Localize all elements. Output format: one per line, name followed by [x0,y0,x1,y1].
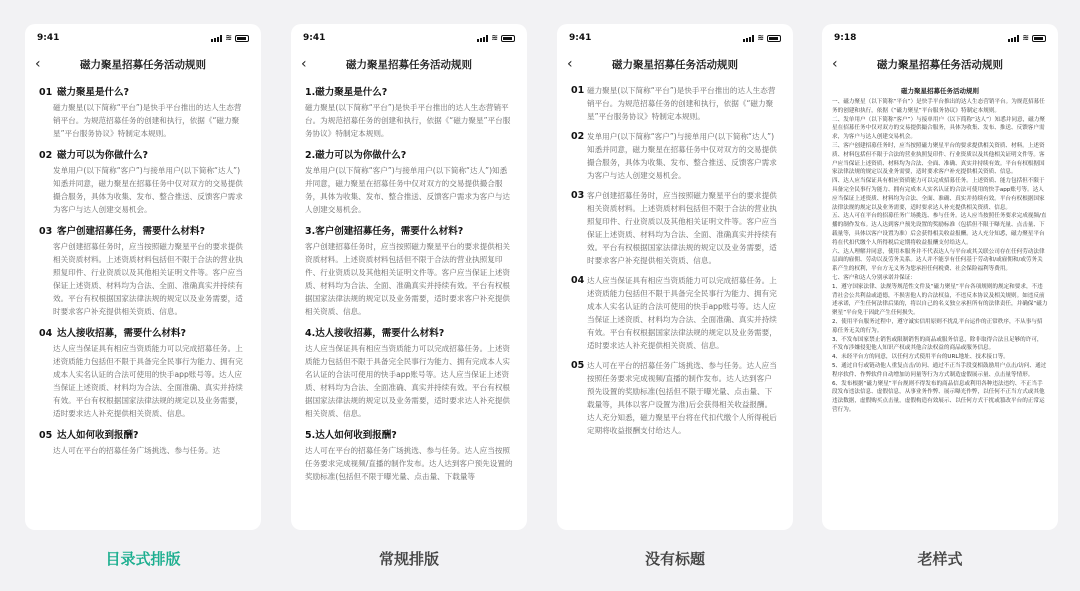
rule-section [305,427,513,483]
wifi-icon: ≋ [225,33,232,42]
rules-content [291,76,527,483]
nav-bar [291,52,527,76]
rule-section [39,147,247,216]
section-text: 发单用户(以下简称“客户”)与接单用户(以下简称“达人”)知悉并同意，磁力聚星在招募任务中仅对双方的交易提供撮合服务，具体为收集、发布、整合推送、反馈客户需求为客户与达人创建交易机会。 [53,166,243,214]
section-text: 发单用户(以下简称“客户”)与接单用户(以下简称“达人”)知悉并同意，磁力聚星在招募任务中仅对双方的交易提供撮合服务，具体为收集、发布、整合推送、反馈客户需求为客户与达人创建交易机会。 [305,166,511,214]
section-text: 磁力聚星(以下简称“平台”)是快手平台推出的达人生态营销平台。为规范招募任务的创建和执行，依据《“磁力聚星”平台服务协议》特制定本规则。 [305,103,511,138]
back-arrow-icon[interactable]: ‹ [301,56,307,72]
back-arrow-icon[interactable]: ‹ [35,56,41,72]
rule-paragraph: 二、发单用户（以下简称“客户”）与接单用户（以下简称“达人”）知悉并同意，磁力聚星在招募任务中仅对双方的交易提供撮合服务，具体为收集、发布、推送、反馈客户需求，为客户与达人创建交易机会。 [832,116,1045,141]
rule-paragraph: 七、客户和达人分别承诺并保证： [832,274,916,281]
rule-section [305,84,513,140]
rule-section [571,130,779,182]
status-bar [25,24,261,52]
rule-section [571,359,779,437]
section-number: 05 [571,360,585,371]
status-time: 9:18 [834,33,857,43]
wifi-icon: ≋ [1022,33,1029,42]
section-text: 达人应当保证具有相应当资质能力可以完成招募任务。上述资质能力包括但不限于具备完全民事行为能力、拥有完成本人实名认证的合法可使用的快手app账号等。达人应当保证上述资质、材料均为合法、全面准确、真实并持续有效。平台有权根据国家法律法规的规定以及业务需要，适时要求达人补充提供相关资质、信息。 [53,344,243,418]
section-text: 客户创建招募任务时，应当按照磁力聚星平台的要求提供相关资质材料。上述资质材料包括但不限于合法的营业执照复印件、行业资质以及其他相关证明文件等。客户应当保证上述资质、材料均为合法、全面、准确真实并持续有效。平台有权根据国家法律法规的规定以及业务需要，适时要求客户补充提供相关资质、信息。 [587,191,777,265]
rule-section [571,84,779,123]
phone-old-style-layout [822,24,1058,530]
page-title: 磁力聚星招募任务活动规则 [80,58,206,71]
section-text: 发单用户(以下简称“客户”)与接单用户(以下简称“达人”)知悉并同意，磁力聚星在招募任务中仅对双方的交易提供撮合服务，具体为收集、发布、整合推送、反馈客户需求为客户与达人创建交易机会。 [587,132,777,180]
back-arrow-icon[interactable]: ‹ [832,56,838,72]
section-number: 04 [571,275,585,286]
nav-bar [557,52,793,76]
section-number: 01 [571,85,585,96]
battery-icon [1032,35,1046,42]
section-text: 达人可在平台的招募任务广场挑选、参与任务。达人应当按照任务要求完成视频/直播的制作发布。达人达到客户预先设置的奖励标准(包括但不限于曝光量、点击量、下载量等，具体以客户设置为准)后会获得相关收益报酬。达人充分知悉，磁力聚星平台将在代扣代缴个人所得税后定期将收益报酬支付给达人。 [587,361,777,435]
section-text: 达人可在平台的招募任务广场挑选、参与任务。达人应当按照任务要求完成视频/直播的制作发布。达人达到客户预先设置的奖励标准(包括但不限于曝光量、点击量、下载量等 [305,446,513,481]
rule-paragraph: 6、发布根据“磁力聚星”平台规则不得发布的商品信息或利用各种违法违约、不正当手段发布违法信息、虚假信息，从事业务作弊、展示曝光作弊，以任何不正当方式或其他违法数据，虚假购买点击量，虚假构造有效展示、以任何方式干扰或篡改平台的正常运营行为。 [832,380,1045,413]
section-heading: 03 客户创建招募任务，需要什么材料? [39,226,206,237]
status-time: 9:41 [569,33,592,43]
rule-paragraph: 1、遵守国家法律、法规等规范性文件及“磁力聚星”平台各项规则的规定和要求，不违背社会公共利益或道德，不损害他人的合法权益，不违反本协议及相关规则。如违反前述承诺，产生任何法律后果的，将以自己的名义独立承担所有的法律责任，并确保“磁力聚星”平台免于因此产生任何损失。 [832,283,1048,317]
signal-icon [743,35,754,42]
wifi-icon: ≋ [757,33,764,42]
section-number: 02 [571,131,585,142]
section-text: 磁力聚星(以下简称“平台”)是快手平台推出的达人生态营销平台。为规范招募任务的创建和执行，依据《“磁力聚星”平台服务协议》特制定本规则。 [587,86,776,121]
phone-toc-layout [25,24,261,530]
section-number: 03 [571,190,585,201]
section-heading: 3.客户创建招募任务，需要什么材料? [305,226,464,237]
signal-icon [1008,35,1019,42]
section-heading: 02 磁力可以为你做什么? [39,150,149,161]
section-text: 客户创建招募任务时，应当按照磁力聚星平台的要求提供相关资质材料。上述资质材料包括但不限于合法的营业执照复印件、行业资质以及其他相关证明文件等。客户应当保证上述资质、材料均为合法、全面、准确真实并持续有效。平台有权根据国家法律法规的规定以及业务需要，适时要求客户补充提供相关资质、信息。 [53,242,243,316]
status-bar [822,24,1058,52]
page-title: 磁力聚星招募任务活动规则 [612,58,738,71]
rule-paragraph: 一、磁力聚星（以下简称“平台”）是快手平台推出的达人生态营销平台。为规范招募任务的创建和执行，依据《“磁力聚星”平台服务协议》特制定本规则。 [832,99,1045,114]
caption-no-heading: 没有标题 [644,550,705,568]
caption-regular-layout: 常规排版 [378,550,439,568]
rule-paragraph: 四、达人应当保证具有相应资质能力可以完成招募任务。上述资质、能力包括但不限于具备完全民事行为能力、拥有完成本人实名认证的合法可使用的快手app账号等。达人应当保证上述资质、材料均为合法、全面、准确、真实并持续有效。平台有权根据国家法律法规的规定以及业务需要，适时要求达人补充提供相关资质、信息。 [832,178,1045,211]
rule-paragraph: 5、通过自行或链动他人重复点击/访问、通过不正当手段变相鼓励用户点击/访问、通过程序软件、作弊软件自动增加访问量等行为方式制造虚假展示量、点击量等情形。 [832,362,1047,378]
rules-content [557,76,793,437]
rule-section [305,223,513,318]
back-arrow-icon[interactable]: ‹ [567,56,573,72]
battery-icon [501,35,515,42]
rule-paragraph: 六、达人理解并同意，使用本服务并不代表达人与平台或其关联公司存在任何劳动法律层面的雇佣、劳动以及劳务关系。达人并不能享有任何基于劳动和/或雇佣和/或劳务关系产生的权利，平台方无义务为您承担任何税费、社会保险福利等费用。 [832,248,1045,273]
caption-toc-layout: 目录式排版 [105,550,181,568]
section-heading: 01 磁力聚星是什么? [39,87,130,98]
page-title: 磁力聚星招募任务活动规则 [346,58,472,71]
signal-icon [211,35,222,42]
section-text: 达人应当保证具有相应当资质能力可以完成招募任务。上述资质能力包括但不限于具备完全民事行为能力、拥有完成本人实名认证的合法可使用的快手app账号等。达人应当保证上述资质、材料均为合法、全面准确、真实并持续有效。平台有权根据国家法律法规的规定以及业务需要，适时要求达人补充提供相关资质、信息。 [587,276,777,350]
section-heading: 4.达人接收招募，需要什么材料? [305,328,445,339]
rule-section [305,147,513,216]
battery-icon [235,35,249,42]
rule-paragraph: 3、不发布国家禁止销售或限制销售的商品或服务信息，除非取得合法且足够的许可，不发布涉嫌侵犯他人知识产权或其他合法权益的商品或服务信息。 [832,336,1043,352]
rule-section [39,427,247,457]
rule-section [39,84,247,140]
section-heading: 05 达人如何收到报酬? [39,430,139,441]
phone-no-heading-layout [557,24,793,530]
signal-icon [477,35,488,42]
document-title: 磁力聚星招募任务活动规则 [901,87,979,95]
rule-section [571,274,779,352]
phone-regular-layout [291,24,527,530]
rules-content [25,76,261,457]
status-bar [557,24,793,52]
rule-section [571,189,779,267]
status-time: 9:41 [37,33,60,43]
section-heading: 5.达人如何收到报酬? [305,430,397,441]
section-heading: 04 达人接收招募，需要什么材料? [39,328,187,339]
nav-bar [25,52,261,76]
rule-paragraph: 三、客户创建招募任务时，应当按照磁力聚星平台的要求提供相关资质、材料。上述资质、材料包括但不限于合法的营业执照复印件、行业资质以及其他相关证明文件等。客户应当保证上述资质、材料均为合法、全面、准确、真实并持续有效。平台有权根据国家法律法规的规定以及业务需要，适时要求客户补充提供相关资质、信息。 [832,142,1045,176]
page-title: 磁力聚星招募任务活动规则 [877,58,1003,71]
nav-bar [822,52,1058,76]
rule-paragraph: 2、使用平台服务过程中，遵守诚实信用原则不扰乱平台运作的正常秩序，不从事与招募任务无关的行为。 [832,318,1043,334]
section-heading: 2.磁力可以为你做什么? [305,150,407,161]
rule-section [39,325,247,420]
section-text: 客户创建招募任务时，应当按照磁力聚星平台的要求提供相关资质材料。上述资质材料包括但不限于合法的营业执照复印件、行业资质以及其他相关证明文件等。客户应当保证上述资质、材料均为合法、全面、准确真实并持续有效。平台有权根据国家法律法规的规定以及业务需要，适时要求客户补充提供相关资质、信息。 [305,242,511,316]
status-bar [291,24,527,52]
rule-paragraph: 4、未经平台方的同意，以任何方式使用平台的URL地址、技术接口等。 [832,354,1009,361]
caption-old-style: 老样式 [917,550,963,568]
battery-icon [767,35,781,42]
section-text: 达人应当保证具有相应当资质能力可以完成招募任务。上述资质能力包括但不限于具备完全民事行为能力、拥有完成本人实名认证的合法可使用的快手app账号等。达人应当保证上述资质、材料均为合法、全面准确、真实并持续有效。平台有权根据国家法律法规的规定以及业务需要，适时要求达人补充提供相关资质、信息。 [305,344,511,418]
rules-content [822,76,1058,415]
rule-paragraph: 五、达人可在平台的招募任务广场挑选、参与任务。达人应当按照任务要求完成视频/直播的制作发布。达人达到客户预先设置的奖励标准（包括但不限于曝光量、点击量、下载量等，具体以客户设置为准）后会获得相关收益报酬。达人充分知悉，磁力聚星平台将在代扣代缴个人所得税后定期将收益报酬支付给达人。 [832,213,1047,246]
status-time: 9:41 [303,33,326,43]
section-heading: 1.磁力聚星是什么? [305,87,388,98]
rule-section [305,325,513,420]
section-text: 达人可在平台的招募任务广场挑选、参与任务。达 [53,446,221,455]
rule-section [39,223,247,318]
section-text: 磁力聚星(以下简称“平台”)是快手平台推出的达人生态营销平台。为规范招募任务的创建和执行，依据《“磁力聚星”平台服务协议》特制定本规则。 [53,103,242,138]
wifi-icon: ≋ [491,33,498,42]
